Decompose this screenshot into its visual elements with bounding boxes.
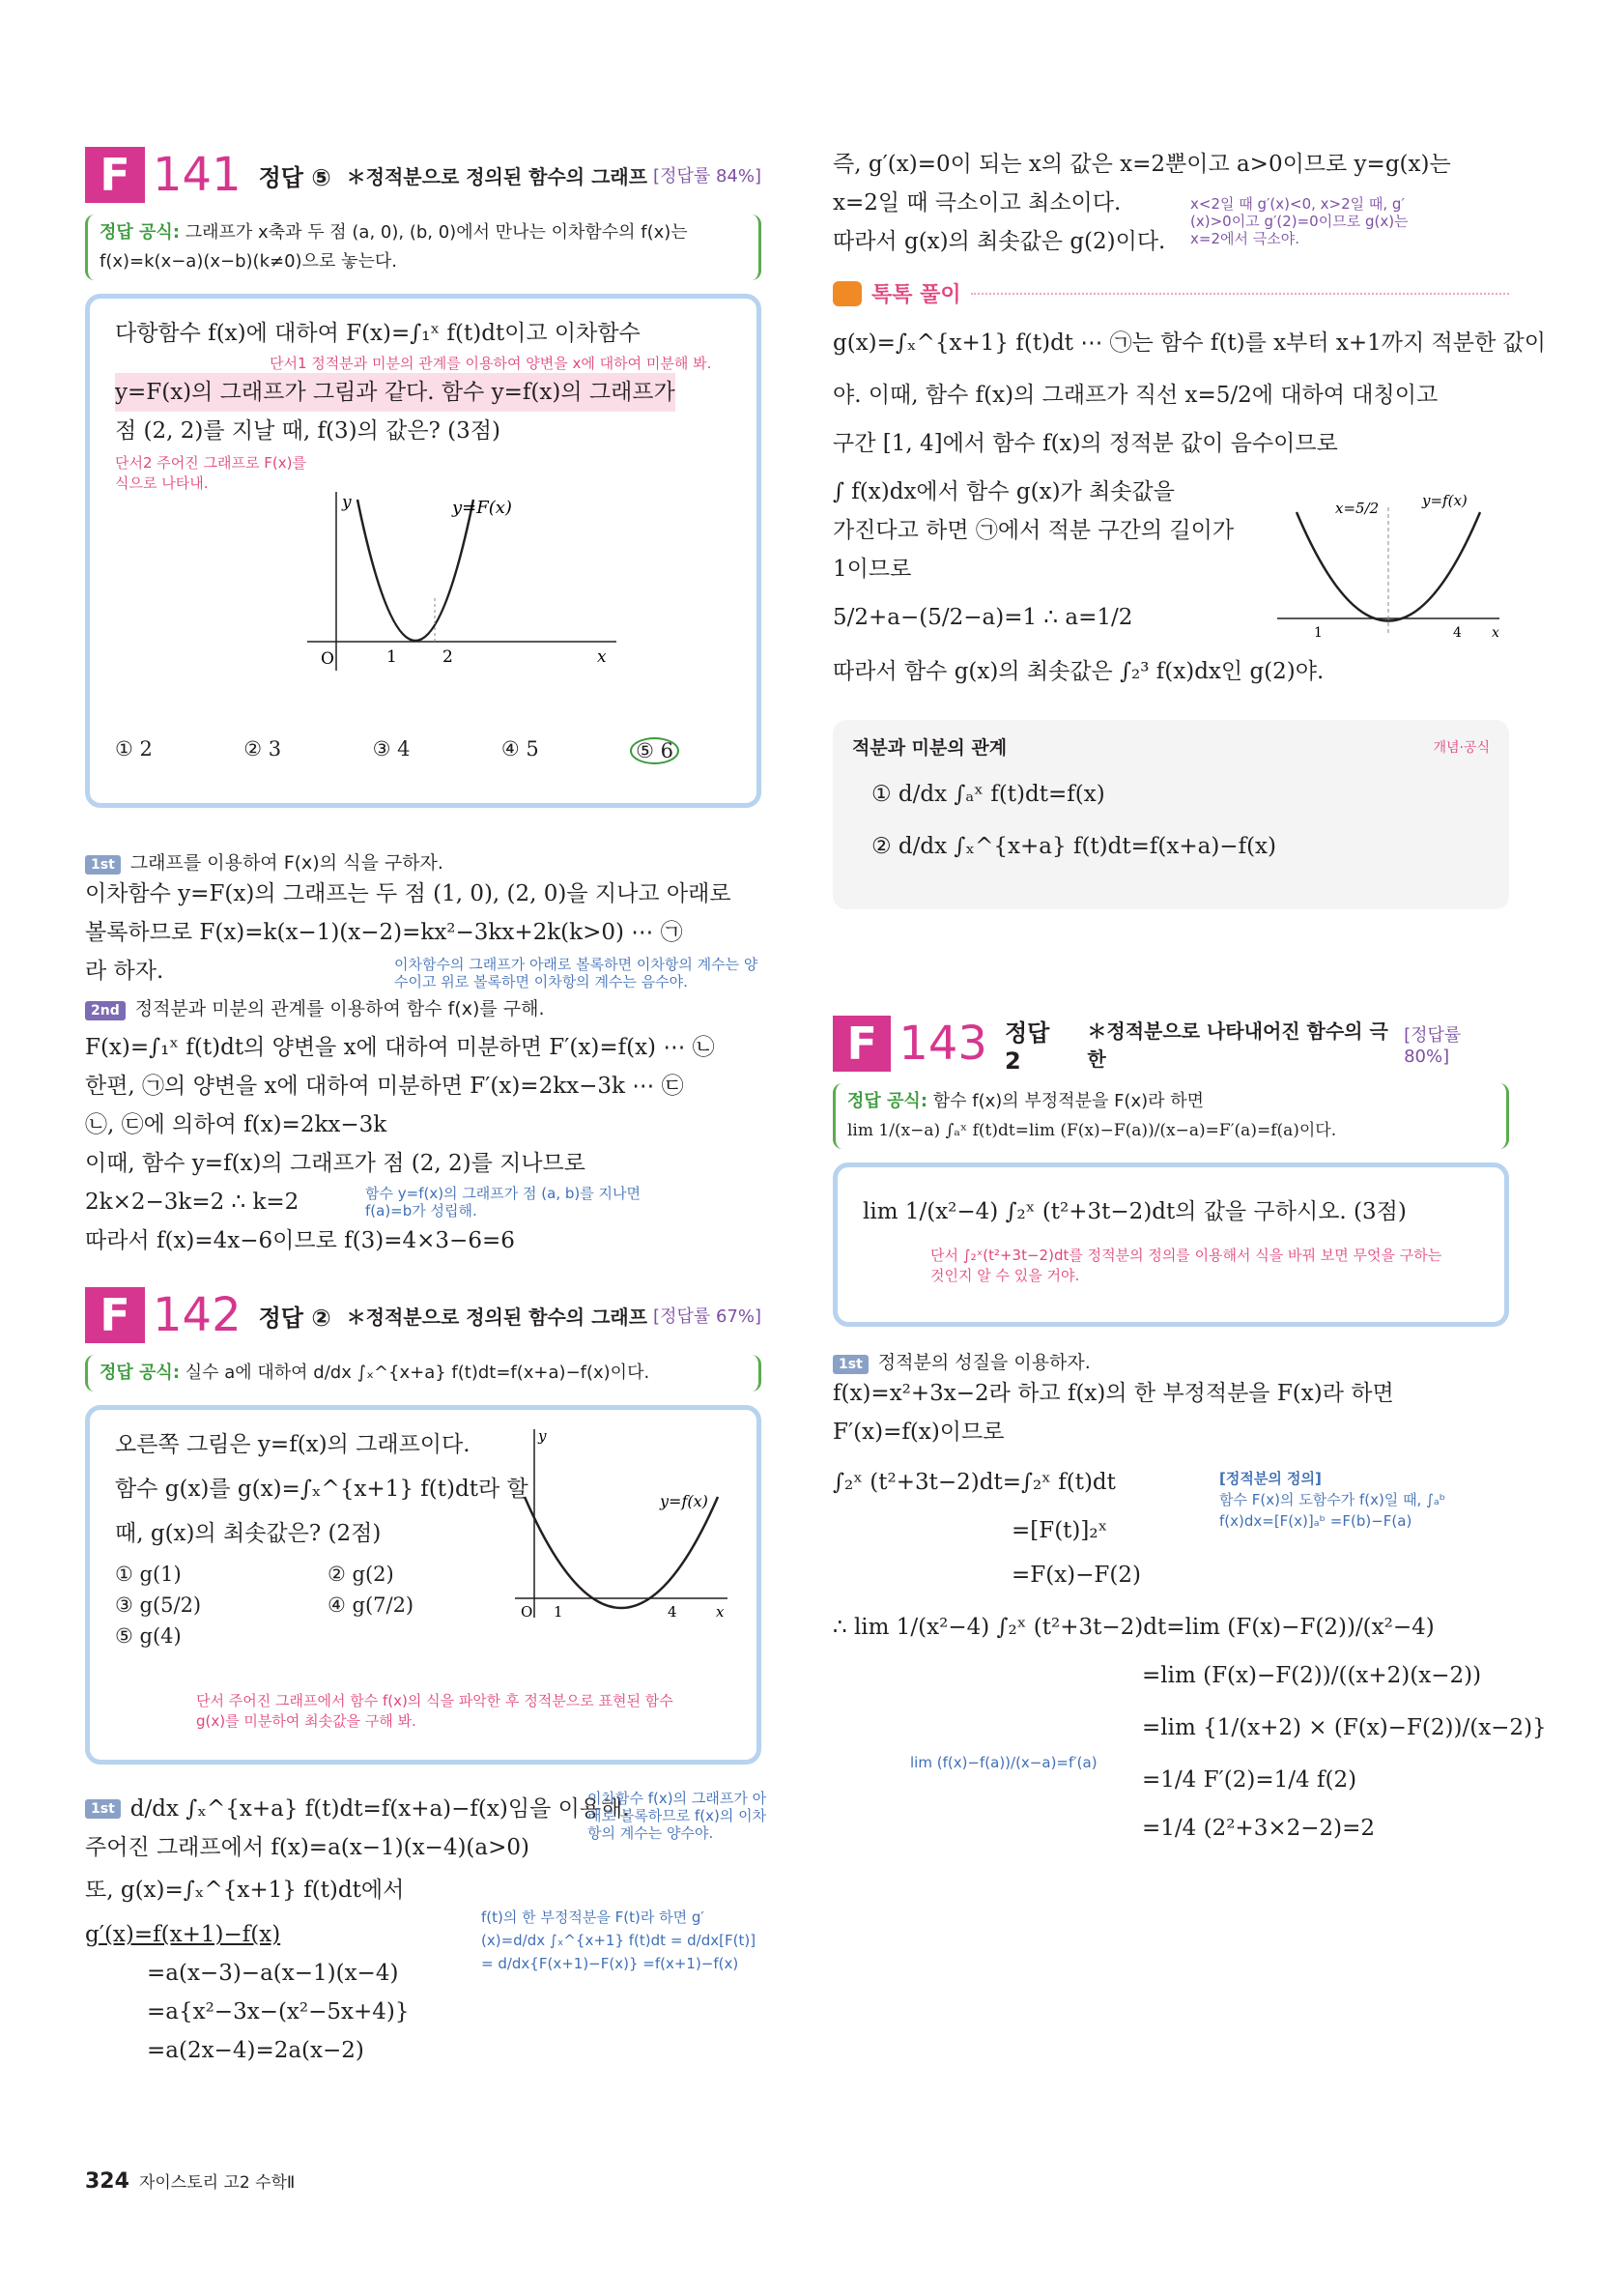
answer-label: 정답 2: [1004, 1019, 1050, 1075]
answer-formula-box: [85, 215, 761, 280]
formula-text: 그래프가 x축과 두 점 (a, 0), (b, 0)에서 만나는 이차함수의 f(x)는 f(x)=k(x−a)(x−b)(k≠0)으로 놓는다.: [100, 222, 688, 272]
solution-line: =a{x²−3x−(x²−5x+4)}: [147, 1999, 410, 2024]
solution-line: 한편, ㉠의 양변을 x에 대하여 미분하면 F′(x)=2kx−3k ⋯ ㉢: [85, 1074, 684, 1099]
quick-solution-body: [833, 324, 1546, 691]
formula-label: 정답 공식:: [847, 1091, 928, 1111]
graph-F: [307, 492, 626, 685]
choice-1[interactable]: ① g(1): [115, 1563, 182, 1586]
solution-line: 따라서 g(x)의 최솟값은 g(2)이다.: [833, 229, 1166, 254]
definition-note: 함수 F(x)의 도함수가 f(x)일 때, ∫ₐᵇ f(x)dx=[F(x)]ₐᵇ =F(b)−F(a): [1219, 1491, 1446, 1530]
solution-line: 구간 [1, 4]에서 함수 f(x)의 정적분 값이 음수이므로: [833, 431, 1338, 456]
page-footer: [85, 2168, 295, 2194]
tick-label: 4: [1453, 625, 1462, 641]
solution-line: F′(x)=f(x)이므로: [833, 1420, 1005, 1445]
solution-line: d/dx ∫ₓ^{x+a} f(t)dt=f(x+a)−f(x)임을 이용해.: [129, 1796, 630, 1822]
formula-text: 실수 a에 대하여 d/dx ∫ₓ^{x+a} f(t)dt=f(x+a)−f(x)이다.: [185, 1363, 650, 1383]
solution-line: ∴ lim 1/(x²−4) ∫₂ˣ (t²+3t−2)dt=lim (F(x)−F(2))/(x²−4): [833, 1615, 1435, 1640]
solution-line: 라 하자.: [85, 959, 164, 984]
hint-clue-2: 단서2 주어진 그래프로 F(x)를 식으로 나타내.: [115, 454, 306, 492]
quick-solution-graph: [1277, 488, 1509, 652]
step-title: 정적분의 성질을 이용하자.: [877, 1352, 1091, 1373]
formula-label: 정답 공식:: [100, 222, 181, 243]
formula-label: 정답 공식:: [100, 1363, 181, 1383]
quick-solution-title: 톡톡 풀이: [871, 283, 961, 307]
solution-line: 볼록하므로 F(x)=k(x−1)(x−2)=kx²−3kx+2k(k>0) ⋯ ㉠: [85, 920, 683, 945]
problem-number: 142: [153, 1288, 242, 1342]
choice-1[interactable]: ① 2: [115, 737, 153, 761]
tick-label: 2: [442, 647, 453, 667]
step-badge: 2nd: [85, 1001, 126, 1020]
side-note: 함수 y=f(x)의 그래프가 점 (a, b)를 지나면 f(a)=b가 성립해.: [365, 1185, 641, 1220]
solution-line: ㉡, ㉢에 의하여 f(x)=2kx−3k: [85, 1112, 387, 1137]
concept-line: ① d/dx ∫ₐˣ f(t)dt=f(x): [871, 782, 1105, 807]
choice-4[interactable]: ④ g(7/2): [328, 1593, 414, 1617]
side-note: f(t)의 한 부정적분을 F(t)라 하면 g′(x)=d/dx ∫ₓ^{x+1} f(t)dt = d/dx[F(t)] = d/dx{F(x+1)−F(x)} =f(x+1)−f(x): [481, 1909, 756, 1972]
solution-142: [85, 1790, 767, 2070]
choice-2[interactable]: ② 3: [243, 737, 282, 761]
formula-text: lim 1/(x−a) ∫ₐˣ f(t)dt=lim (F(x)−F(a))/(x−a)=F′(a)=f(a)이다.: [847, 1121, 1337, 1140]
problem-badge: F: [85, 147, 145, 203]
concept-box: [833, 720, 1509, 909]
hint-clue-1: 단서1 정적분과 미분의 관계를 이용하여 양변을 x에 대하여 미분해 봐.: [270, 355, 712, 372]
axis-label-x: x: [1492, 625, 1499, 641]
axis-label-x: x: [597, 647, 607, 667]
solution-line: 2k×2−3k=2 ∴ k=2: [85, 1190, 299, 1215]
solution-141: [85, 848, 761, 1260]
tick-label: 1: [1314, 625, 1323, 641]
concept-title: 적분과 미분의 관계: [852, 737, 1008, 759]
concept-line: ② d/dx ∫ₓ^{x+a} f(t)dt=f(x+a)−f(x): [871, 834, 1276, 859]
solution-line: 이때, 함수 y=f(x)의 그래프가 점 (2, 2)를 지나므로: [85, 1151, 585, 1176]
solution-line: 따라서 함수 g(x)의 최솟값은 ∫₂³ f(x)dx인 g(2)야.: [833, 659, 1325, 684]
solution-line: 즉, g′(x)=0이 되는 x의 값은 x=2뿐이고 a>0이므로 y=g(x)는: [833, 152, 1451, 177]
side-note: 이차함수 f(x)의 그래프가 아래로 볼록하므로 f(x)의 이차항의 계수는 양수야.: [587, 1790, 767, 1842]
solution-line: g(x)=∫ₓ^{x+1} f(t)dt ⋯ ㉠는 함수 f(t)를 x부터 x+1까지 적분한 값이: [833, 330, 1546, 356]
solution-line: 야. 이때, 함수 f(x)의 그래프가 직선 x=5/2에 대하여 대칭이고: [833, 383, 1439, 408]
side-note: x<2일 때 g′(x)<0, x>2일 때, g′(x)>0이고 g′(2)=0이므로 g(x)는 x=2에서 극소야.: [1190, 195, 1409, 247]
question-line: 오른쪽 그림은 y=f(x)의 그래프이다.: [115, 1432, 471, 1457]
curve-label: y=f(x): [1422, 492, 1468, 509]
question-line: y=F(x)의 그래프가 그림과 같다. 함수 y=f(x)의 그래프가: [115, 373, 675, 412]
solution-line: =lim {1/(x+2) × (F(x)−F(2))/(x−2)}: [1142, 1715, 1547, 1740]
solution-line: 1이므로: [833, 557, 912, 582]
answer-formula-box: [85, 1355, 761, 1392]
problem-badge: F: [85, 1287, 145, 1343]
origin-label: O: [521, 1603, 533, 1621]
solution-line: 또, g(x)=∫ₓ^{x+1} f(t)dt에서: [85, 1878, 405, 1903]
question-line: 점 (2, 2)를 지날 때, f(3)의 값은? (3점): [115, 418, 500, 444]
choice-3[interactable]: ③ 4: [372, 737, 411, 761]
correct-rate: [정답률 84%]: [653, 166, 761, 187]
problem-143-header: [833, 1014, 1509, 1074]
hint-clue: 단서 ∫₂ˣ(t²+3t−2)dt를 정적분의 정의를 이용해서 식을 바꿔 보면 무엇을 구하는 것인지 알 수 있을 거야.: [930, 1247, 1442, 1284]
choice-3[interactable]: ③ g(5/2): [115, 1593, 202, 1617]
solution-line: 가진다고 하면 ㉠에서 적분 구간의 길이가: [833, 518, 1235, 543]
solution-line: ∫₂ˣ (t²+3t−2)dt=∫₂ˣ f(t)dt: [833, 1470, 1116, 1495]
quick-solution-icon: [833, 281, 862, 306]
choice-5[interactable]: ⑤ 6: [630, 737, 679, 764]
answer-formula-box: [833, 1083, 1509, 1149]
left-column: [85, 145, 767, 2070]
quick-solution-header: [833, 278, 1509, 308]
axis-marker-label: x=5/2: [1335, 500, 1380, 517]
problem-number: 141: [153, 148, 242, 202]
question-line: lim 1/(x²−4) ∫₂ˣ (t²+3t−2)dt의 값을 구하시오. (3점): [863, 1199, 1407, 1224]
solution-line: =a(x−3)−a(x−1)(x−4): [147, 1961, 399, 1986]
axis-label-y: y: [538, 1429, 547, 1445]
question-box: [833, 1162, 1509, 1327]
problem-number: 143: [898, 1017, 987, 1071]
question-box: [85, 1405, 761, 1765]
hint-clue: 단서 주어진 그래프에서 함수 f(x)의 식을 파악한 후 정적분으로 표현된 함수 g(x)를 미분하여 최솟값을 구해 봐.: [196, 1692, 673, 1730]
tick-label: 4: [668, 1603, 677, 1621]
solution-line: =a(2x−4)=2a(x−2): [147, 2038, 364, 2063]
solution-line: =1/4 (2²+3×2−2)=2: [1142, 1816, 1376, 1841]
solution-142-continued: [833, 145, 1509, 261]
concept-tag: 개념·공식: [1433, 739, 1490, 756]
origin-label: O: [321, 649, 334, 669]
solution-line: 5/2+a−(5/2−a)=1 ∴ a=1/2: [833, 605, 1133, 630]
tick-label: 1: [386, 647, 397, 667]
answer-choices: [115, 737, 679, 764]
step-badge: 1st: [85, 1799, 121, 1819]
answer-label: 정답 ②: [258, 1304, 331, 1332]
curve-label: y=F(x): [452, 498, 512, 518]
choice-5[interactable]: ⑤ g(4): [115, 1624, 182, 1648]
solution-143: [833, 1348, 1547, 1848]
curve-label: y=f(x): [660, 1492, 708, 1510]
graph-f: [515, 1429, 737, 1622]
question-line: 때, g(x)의 최솟값은? (2점): [115, 1521, 382, 1546]
definition-note-title: [정적분의 정의]: [1219, 1470, 1322, 1487]
topic-label: ＊정적분으로 정의된 함수의 그래프: [346, 1305, 648, 1329]
solution-line: F(x)=∫₁ˣ f(t)dt의 양변을 x에 대하여 미분하면 F′(x)=f(x) ⋯ ㉡: [85, 1035, 715, 1060]
book-title: 자이스토리 고2 수학Ⅱ: [138, 2173, 296, 2193]
tick-label: 1: [554, 1603, 563, 1621]
axis-label-x: x: [716, 1603, 725, 1621]
step-badge: 1st: [85, 855, 121, 875]
solution-line: =1/4 F′(2)=1/4 f(2): [1142, 1767, 1357, 1793]
step-badge: 1st: [833, 1355, 869, 1374]
solution-line: =[F(t)]₂ˣ: [1012, 1518, 1108, 1543]
side-note: 이차함수의 그래프가 아래로 볼록하면 이차항의 계수는 양수이고 위로 볼록하면 이차항의 계수는 음수야.: [394, 956, 758, 990]
solution-line: =F(x)−F(2): [1012, 1563, 1141, 1588]
problem-142-header: [85, 1285, 761, 1345]
answer-label: 정답 ⑤: [258, 163, 331, 191]
step-title: 정적분과 미분의 관계를 이용하여 함수 f(x)를 구해.: [134, 998, 545, 1019]
topic-label: ＊정적분으로 정의된 함수의 그래프: [346, 164, 648, 188]
solution-line: 따라서 f(x)=4x−6이므로 f(3)=4×3−6=6: [85, 1228, 515, 1253]
limit-note: lim (f(x)−f(a))/(x−a)=f′(a): [910, 1754, 1098, 1771]
step-title: 그래프를 이용하여 F(x)의 식을 구하자.: [129, 852, 443, 874]
topic-label: ＊정적분으로 나타내어진 함수의 극한: [1087, 1019, 1388, 1071]
solution-line: 이차함수 y=F(x)의 그래프는 두 점 (1, 0), (2, 0)을 지나고 아래로: [85, 881, 731, 906]
solution-line: 주어진 그래프에서 f(x)=a(x−1)(x−4)(a>0): [85, 1835, 529, 1860]
choice-4[interactable]: ④ 5: [500, 737, 539, 761]
axis-label-y: y: [342, 493, 352, 512]
problem-badge: F: [833, 1016, 891, 1072]
formula-text: 함수 f(x)의 부정적분을 F(x)라 하면: [932, 1091, 1205, 1111]
solution-line: =lim (F(x)−F(2))/((x+2)(x−2)): [1142, 1663, 1482, 1688]
right-column: [833, 145, 1547, 1848]
question-line: 다항함수 f(x)에 대하여 F(x)=∫₁ˣ f(t)dt이고 이차함수: [115, 321, 641, 346]
page-number: 324: [85, 2169, 129, 2194]
solution-line: f(x)=x²+3x−2라 하고 f(x)의 한 부정적분을 F(x)라 하면: [833, 1381, 1394, 1406]
correct-rate: [정답률 80%]: [1404, 1024, 1462, 1067]
solution-line: g′(x)=f(x+1)−f(x): [85, 1922, 281, 1947]
correct-rate: [정답률 67%]: [653, 1306, 761, 1327]
solution-line: x=2일 때 극소이고 최소이다.: [833, 190, 1122, 215]
question-line: 함수 g(x)를 g(x)=∫ₓ^{x+1} f(t)dt라 할: [115, 1477, 528, 1502]
choice-2[interactable]: ② g(2): [328, 1563, 394, 1586]
problem-141-header: [85, 145, 761, 205]
solution-line: ∫ f(x)dx에서 함수 g(x)가 최솟값을: [833, 479, 1175, 504]
question-box: [85, 294, 761, 808]
